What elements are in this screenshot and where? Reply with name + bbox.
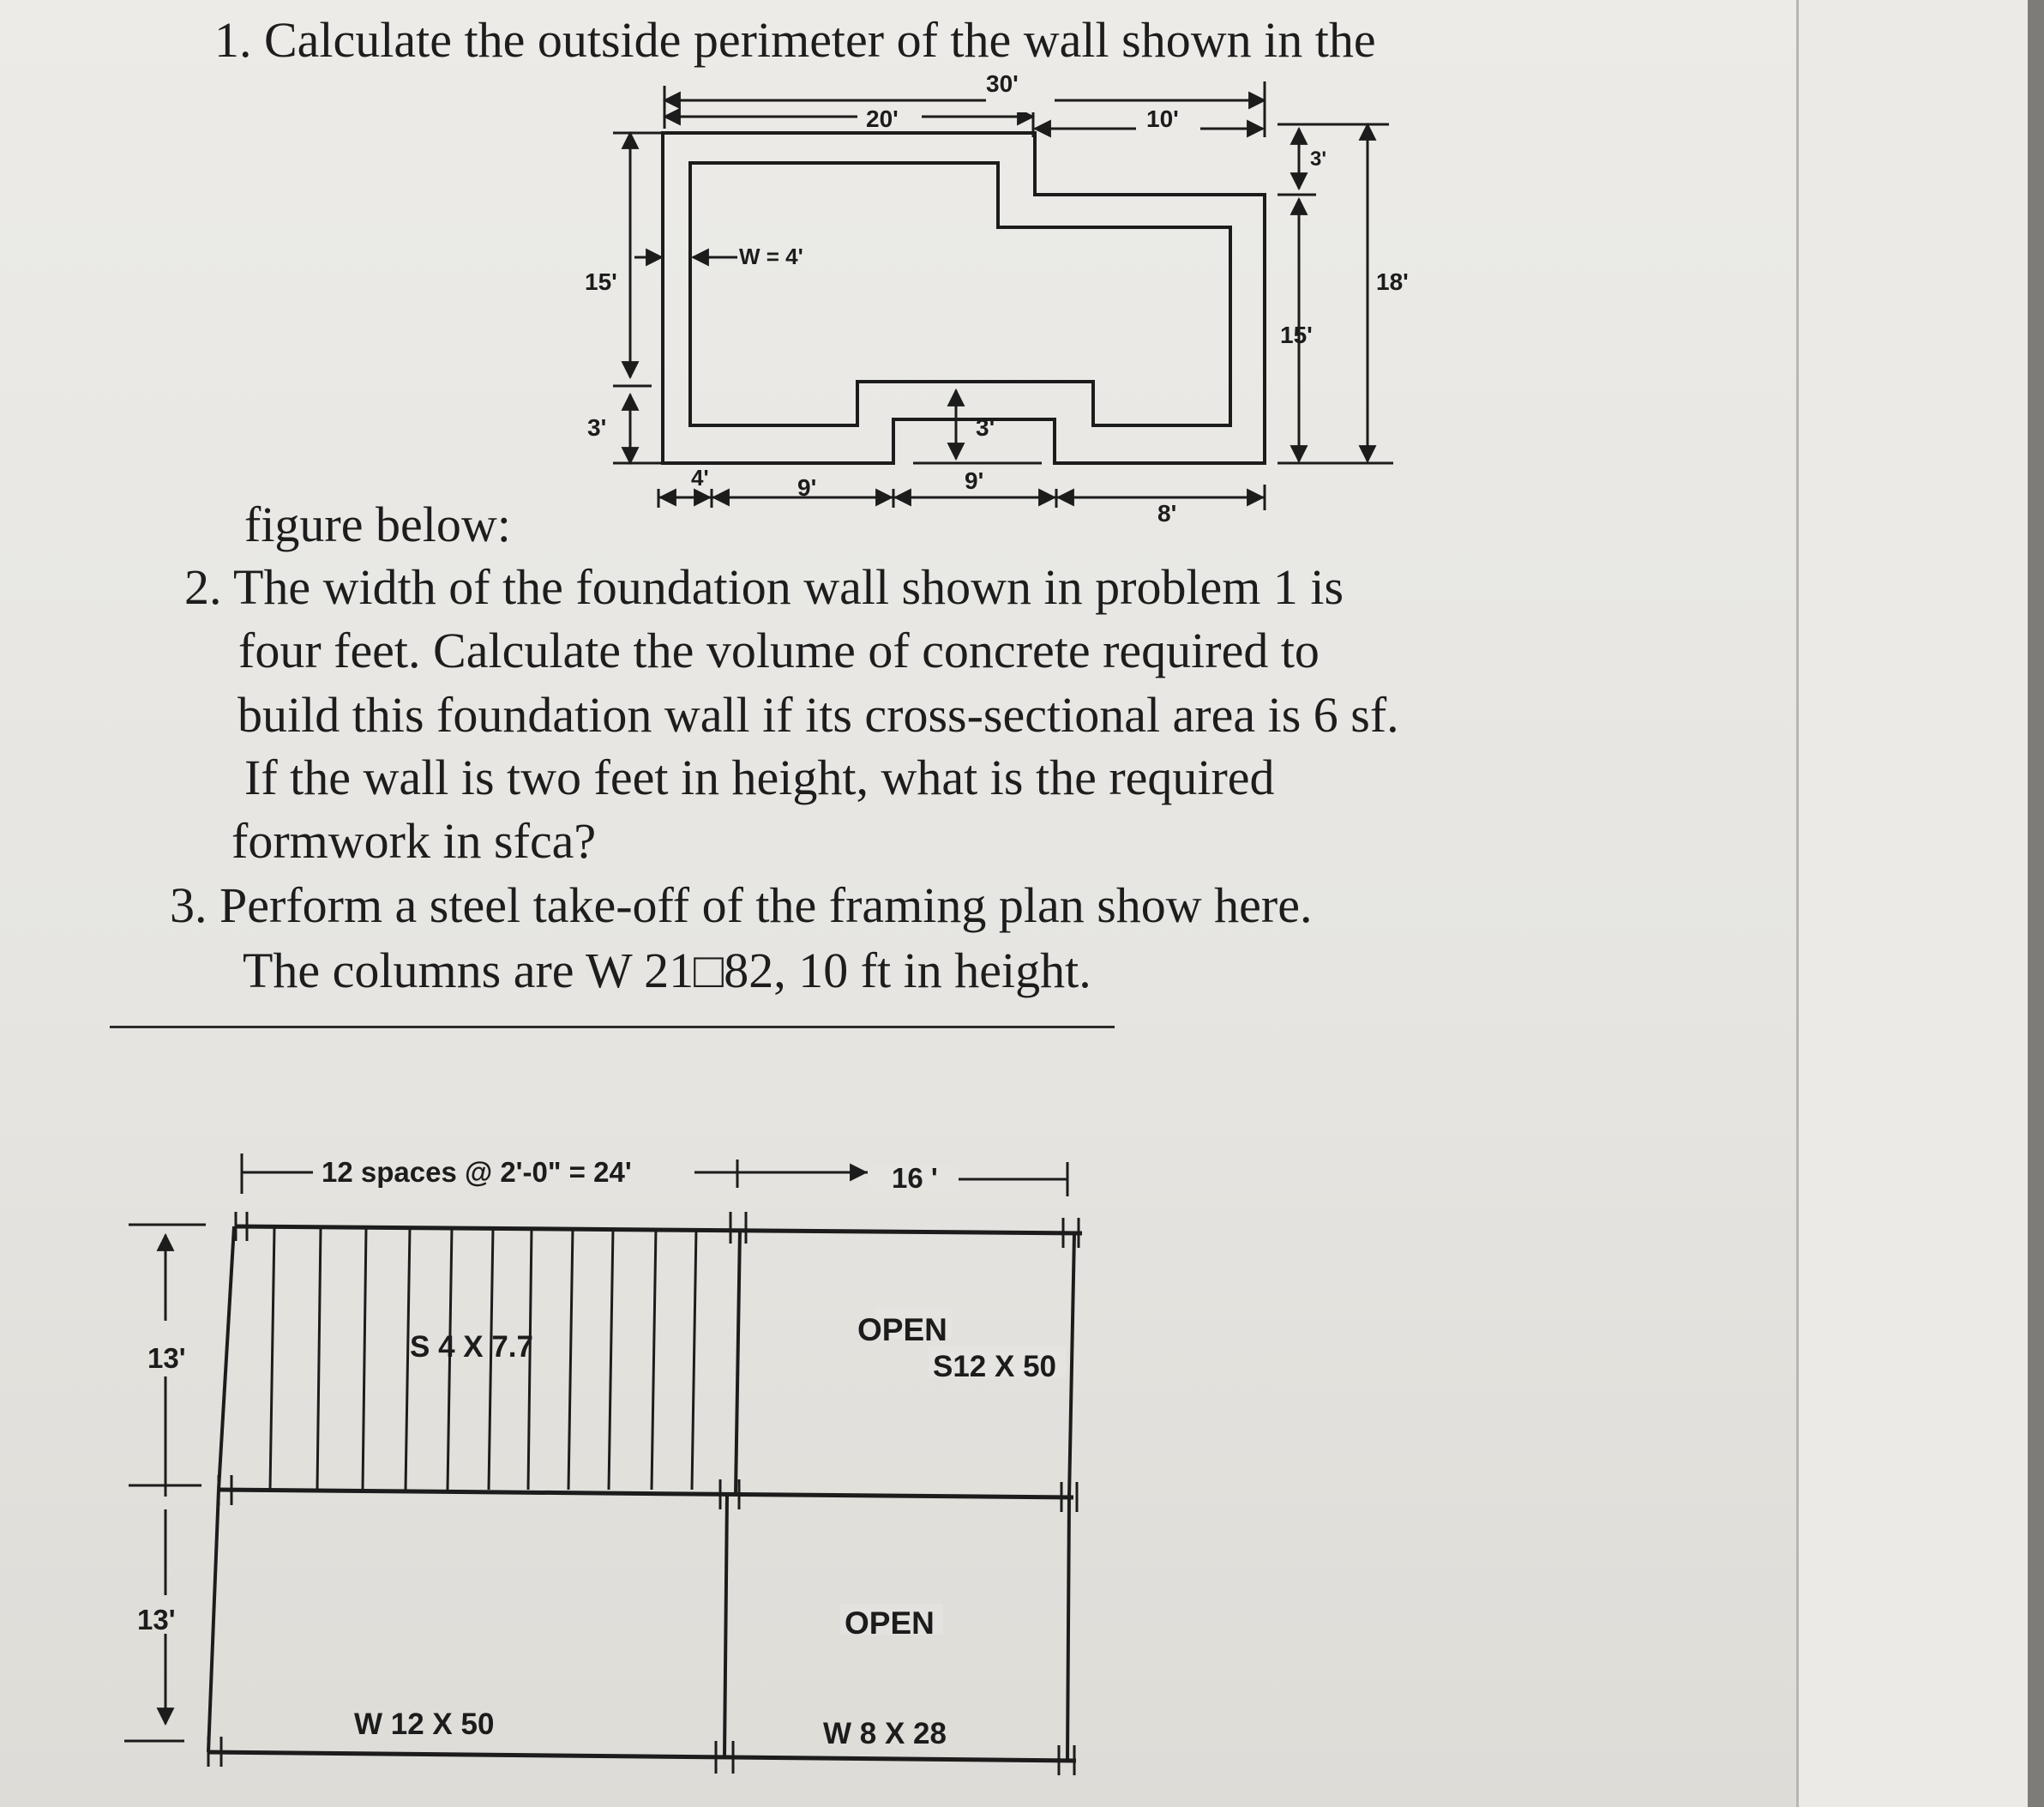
dim-16-label: 16 ' bbox=[892, 1162, 938, 1194]
joist-size-label: S 4 X 7.7 bbox=[410, 1330, 533, 1364]
dim-upper-bay-label: 13' bbox=[147, 1342, 186, 1374]
dim-top-overall: 30' bbox=[986, 70, 1019, 97]
problem-2-line-2: four feet. Calculate the volume of concrete required to bbox=[238, 623, 1320, 678]
girder-left-lower bbox=[208, 1490, 219, 1752]
dim-spaces-label: 12 spaces @ 2'-0" = 24' bbox=[322, 1156, 632, 1188]
problem-1-line-1: 1. Calculate the outside perimeter of the wall shown in the bbox=[214, 12, 1376, 68]
beam-top bbox=[236, 1226, 1082, 1233]
dim-top-left: 20' bbox=[866, 105, 899, 132]
girder-left-upper bbox=[219, 1226, 234, 1490]
dim-left-notch: 3' bbox=[587, 414, 607, 441]
problem-2-line-3: build this foundation wall if its cross-sectional area is 6 sf. bbox=[237, 687, 1399, 743]
dim-bottom-1: 4' bbox=[691, 465, 709, 491]
girder-right-upper bbox=[1069, 1233, 1074, 1497]
open-upper-label: OPEN bbox=[857, 1312, 947, 1347]
dim-top-right: 10' bbox=[1146, 105, 1179, 132]
problem-2-line-4: If the wall is two feet in height, what is the required bbox=[244, 750, 1275, 805]
joist bbox=[652, 1228, 656, 1490]
dim-center-notch: 3' bbox=[976, 414, 995, 441]
girder-right-label: W 8 X 28 bbox=[823, 1717, 947, 1750]
joist bbox=[363, 1228, 366, 1490]
problem-2-line-1: 2. The width of the foundation wall shown in problem 1 is bbox=[184, 559, 1344, 615]
dim-bottom-3: 9' bbox=[965, 467, 984, 494]
joist bbox=[609, 1228, 613, 1490]
joist bbox=[568, 1228, 573, 1490]
girder-center-upper bbox=[736, 1229, 740, 1494]
open-lower-label: OPEN bbox=[845, 1605, 935, 1641]
problem-3-line-1: 3. Perform a steel take-off of the framing plan show here. bbox=[170, 877, 1313, 933]
wall-width-label: W = 4' bbox=[739, 244, 803, 269]
problem-3-line-2: The columns are W 21□82, 10 ft in height. bbox=[243, 943, 1091, 998]
dim-lower-bay-label: 13' bbox=[137, 1604, 176, 1635]
dim-bottom-4: 8' bbox=[1157, 500, 1177, 527]
joist bbox=[270, 1228, 274, 1490]
dim-left-main: 15' bbox=[585, 268, 617, 295]
beam-middle bbox=[219, 1490, 1073, 1497]
beam-bottom bbox=[208, 1752, 1076, 1761]
dim-right-main: 15' bbox=[1280, 322, 1313, 348]
problem-2-line-5: formwork in sfca? bbox=[231, 813, 597, 869]
dim-right-overall: 18' bbox=[1376, 268, 1409, 295]
dim-bottom-2: 9' bbox=[797, 474, 817, 501]
girder-left-label: W 12 X 50 bbox=[354, 1708, 495, 1741]
girder-right-lower bbox=[1067, 1497, 1069, 1761]
dim-right-notch: 3' bbox=[1310, 148, 1327, 171]
girder-center-lower bbox=[724, 1494, 727, 1756]
joist bbox=[317, 1228, 321, 1490]
beam-right-upper-label: S12 X 50 bbox=[933, 1350, 1056, 1383]
joist bbox=[692, 1228, 696, 1490]
problem-1-line-2: figure below: bbox=[244, 497, 511, 552]
